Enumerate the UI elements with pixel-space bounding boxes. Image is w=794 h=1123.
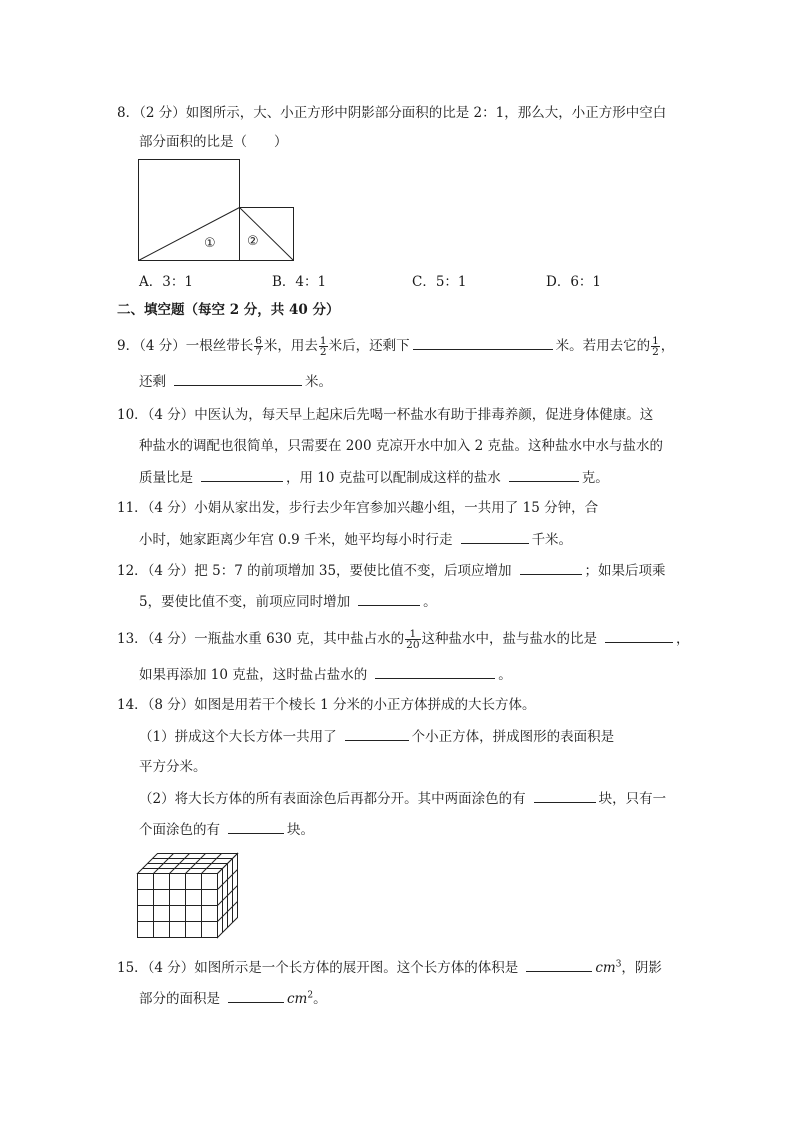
q12-text-3: 5，要使比值不变，前项应同时增加 (139, 594, 351, 610)
q14-sub1-text-a: （1）拼成这个大长方体一共用了 (139, 729, 337, 745)
q10-line1: 10．（4 分）中医认为，每天早上起床后先喝一杯盐水有助于排毒养颜，促进身体健康。这 (117, 407, 654, 423)
q12-line2 (139, 592, 437, 611)
q14-line1: 14．（8 分）如图是用若干个棱长 1 分米的小正方体拼成的大长方体。 (117, 697, 536, 713)
q11-text-1: 11．（4 分）小娟从家出发，步行去少年宫参加兴趣小组，一共用了 15 分钟，合 (117, 500, 599, 516)
q13-text-5: 。 (498, 667, 512, 683)
q9-text-5: ， (660, 338, 675, 354)
q15-unit-2: cm (287, 991, 308, 1007)
q8-line1: 8．（2 分）如图所示，大、小正方形中阴影部分面积的比是 2：1，那么大，小正方形中空白 (117, 105, 667, 121)
q15-line1 (117, 958, 662, 977)
frac-den: 7 (255, 346, 262, 358)
q10-line3 (139, 468, 609, 487)
frac-den: 2 (652, 346, 659, 358)
frac-num: 1 (319, 335, 327, 347)
q8-squares-figure (138, 159, 298, 263)
q15-unit-1: cm (595, 960, 616, 976)
q10-blank-1[interactable] (201, 468, 283, 482)
q9-fraction-used (319, 336, 328, 357)
q14-sub1-text-b: 个小正方体，拼成图形的表面积是 (411, 729, 615, 745)
frac-den: 2 (319, 346, 327, 358)
q9-text-1: 9．（4 分）一根丝带长 (117, 338, 254, 354)
q11-blank-2[interactable] (461, 530, 529, 544)
q11-line2 (139, 530, 572, 549)
q8-option-c: C．5：1 (412, 274, 467, 290)
q15-text-1: 15．（4 分）如图所示是一个长方体的展开图。这个长方体的体积是 (117, 960, 519, 976)
q14-sub2-text-a: （2）将大长方体的所有表面涂色后再都分开。其中两面涂色的有 (139, 791, 526, 807)
frac-den: 20 (406, 639, 420, 651)
q15-text-3: 部分的面积是 (139, 991, 220, 1007)
q12-text-4: 。 (423, 594, 437, 610)
q14-sub2-text-d: 块。 (287, 822, 314, 838)
q14-sub2-text-b: 块，只有一 (598, 791, 667, 807)
frac-num: 1 (405, 629, 420, 640)
q11-line1 (117, 499, 604, 517)
q13-text-3: ， (676, 631, 690, 647)
section-2-title: 二、填空题（每空 2 分，共 40 分） (117, 302, 340, 318)
q9-text-2: 米，用去 (263, 338, 318, 354)
q8-option-a: A．3：1 (139, 274, 193, 290)
q15-blank-1[interactable] (526, 958, 592, 972)
q10-blank-2[interactable] (509, 468, 579, 482)
q15-text-4: 。 (313, 991, 327, 1007)
q13-blank-2[interactable] (375, 665, 495, 679)
q8-option-b: B．4：1 (272, 274, 327, 290)
q9-fraction-part (651, 336, 660, 357)
q8-line2: 部分面积的比是（ ） (139, 134, 288, 150)
q9-blank-1[interactable] (413, 336, 553, 350)
q13-text-1: 13．（4 分）一瓶盐水重 630 克，其中盐占水的 (117, 631, 405, 647)
q14-sub2-line2 (139, 820, 314, 839)
q14-sub2 (139, 789, 666, 808)
q13-fraction (405, 629, 420, 650)
q14-sub1-line2: 平方分米。 (139, 759, 207, 775)
q12-blank-2[interactable] (358, 592, 420, 606)
q12-text-1: 12．（4 分）把 5：7 的前项增加 35，要使比值不变，后项应增加 (117, 563, 512, 579)
large-square-diagonal (139, 208, 240, 261)
q12-text-2: ；如果后项乘 (584, 563, 666, 579)
q14-blank-2[interactable] (534, 789, 596, 803)
q10-text-b: ，用 10 克盐可以配制成这样的盐水 (286, 470, 501, 486)
label-region-2: ② (247, 234, 259, 249)
q9-line2 (139, 372, 332, 391)
q14-blank-1[interactable] (345, 727, 409, 741)
q15-line2 (139, 989, 327, 1008)
q8-option-d: D．6：1 (546, 274, 602, 290)
q10-text-c: 克。 (581, 470, 609, 486)
q9-text-4: 米。若用去它的 (555, 338, 651, 354)
q9-line2-pre: 还剩 (139, 374, 166, 390)
large-square (139, 160, 240, 261)
q10-text-a: 质量比是 (139, 470, 193, 486)
q9-line2-post: 米。 (305, 374, 332, 390)
q14-cuboid-figure (137, 853, 241, 941)
q14-sub2-text-c: 个面涂色的有 (139, 822, 220, 838)
q12-line1 (117, 561, 666, 580)
q15-exp-1: 3 (615, 959, 622, 970)
q14-blank-3[interactable] (228, 820, 284, 834)
q13-line1 (117, 629, 690, 650)
q9-fraction-length (254, 336, 263, 357)
q13-line2 (139, 665, 512, 684)
label-region-1: ① (204, 236, 216, 251)
q9-line1 (117, 336, 674, 357)
q13-blank-1[interactable] (605, 629, 673, 643)
q9-text-3: 米后，还剩下 (328, 338, 410, 354)
q11-text-3: 千米。 (531, 532, 573, 548)
frac-num: 1 (652, 335, 659, 347)
q9-blank-2[interactable] (174, 372, 302, 386)
q14-sub1 (139, 727, 614, 746)
q15-exp-2: 2 (307, 990, 314, 1001)
q15-text-2: ，阴影 (621, 960, 662, 976)
frac-num: 6 (255, 335, 262, 347)
q15-blank-2[interactable] (228, 989, 284, 1003)
q13-text-4: 如果再添加 10 克盐，这时盐占盐水的 (139, 667, 368, 683)
q13-text-2: 这种盐水中，盐与盐水的比是 (421, 631, 598, 647)
q10-line2: 种盐水的调配也很简单，只需要在 200 克凉开水中加入 2 克盐。这种盐水中水与盐水的 (139, 438, 664, 454)
q11-text-2: 小时，她家距离少年宫 0.9 千米，她平均每小时行走 (139, 532, 453, 548)
q12-blank-1[interactable] (520, 561, 582, 575)
